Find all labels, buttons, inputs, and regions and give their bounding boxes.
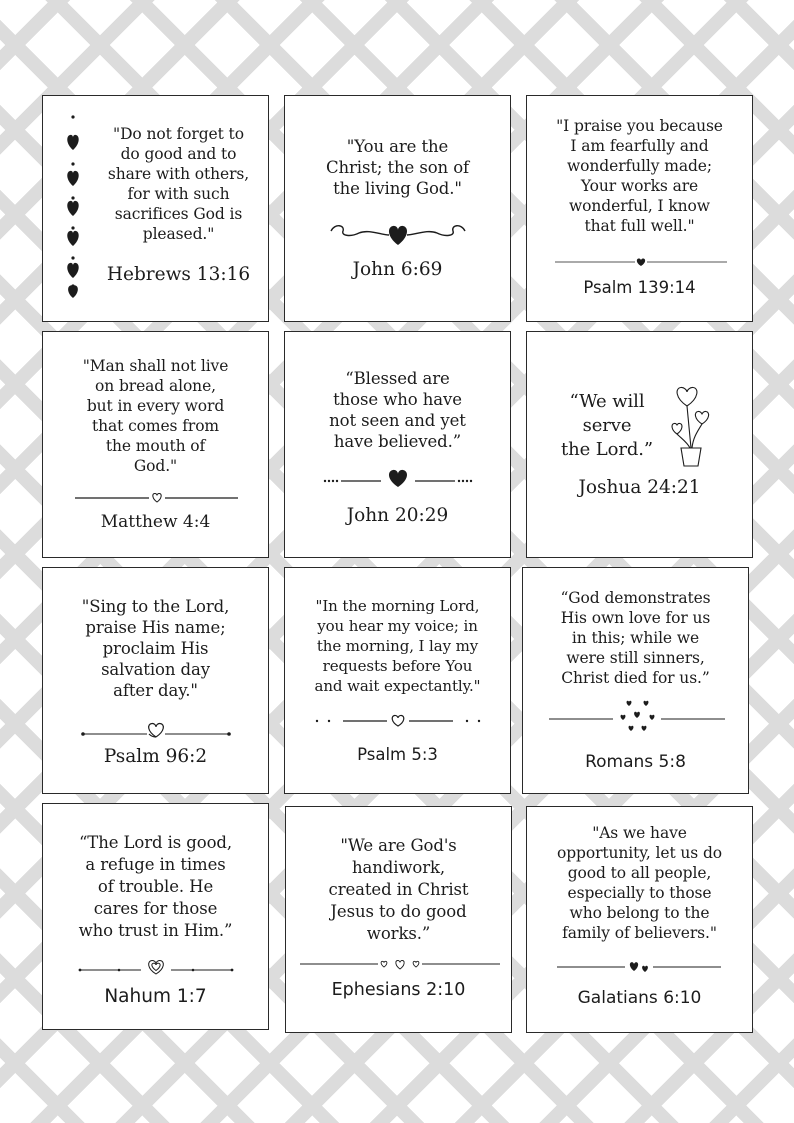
- verse-quote: "We are God's handiwork, created in Christ Jesus to do good works.”: [328, 836, 469, 943]
- verse-reference: John 20:29: [346, 505, 449, 526]
- two-hearts-divider-ornament: [557, 957, 721, 973]
- verse-reference: Psalm 5:3: [357, 745, 438, 764]
- verse-quote: "As we have opportunity, let us do good to all people, especially to those who belong to the family of believers.": [556, 824, 723, 942]
- verse-reference: John 6:69: [352, 259, 443, 280]
- verse-reference: Psalm 139:14: [583, 278, 696, 297]
- verse-quote: "Sing to the Lord, praise His name; proclaim His salvation day after day.": [81, 597, 230, 700]
- verse-quote: “Blessed are those who have not seen and yet have believed.”: [329, 369, 466, 451]
- verse-quote: "You are the Christ; the son of the living God.": [325, 137, 470, 198]
- verse-quote: “God demonstrates His own love for us in this; while we were still sinners, Christ died for us.”: [560, 589, 711, 687]
- verse-reference: Joshua 24:21: [578, 477, 701, 498]
- verse-card-psalm-96: [42, 567, 269, 794]
- verse-quote: "Do not forget to do good and to share with others, for with such sacrifices God is pleased.": [107, 125, 250, 243]
- heart-plant-icon: [667, 386, 717, 468]
- verse-reference: Hebrews 13:16: [106, 264, 251, 285]
- verse-card-nahum: [42, 803, 269, 1030]
- verse-reference: Romans 5:8: [585, 752, 686, 772]
- verse-card-hebrews: [42, 95, 269, 322]
- scattered-hearts-divider-ornament: [549, 698, 725, 732]
- verse-card-ephesians: [285, 806, 512, 1033]
- swirl-heart-divider-ornament: [329, 221, 467, 247]
- line-heart-divider-ornament: [81, 720, 231, 740]
- verse-quote: “We will serve the Lord.”: [560, 391, 654, 460]
- verse-card-psalm-139: [526, 95, 753, 322]
- verse-card-galatians: [526, 806, 753, 1033]
- dotted-outline-heart-divider-ornament: [315, 712, 481, 728]
- verse-card-john-6: [284, 95, 511, 322]
- verse-quote: “The Lord is good, a refuge in times of trouble. He cares for those who trust in Him.”: [78, 833, 233, 940]
- verse-reference: Psalm 96:2: [103, 746, 208, 767]
- verse-quote: "I praise you because I am fearfully and wonderfully made; Your works are wonderful, I know that full well.": [556, 117, 723, 235]
- verse-card-john-20: [284, 331, 511, 558]
- line-outline-heart-divider-ornament: [75, 490, 238, 504]
- verse-card-psalm-5: [284, 567, 511, 794]
- three-hearts-divider-ornament: [300, 957, 500, 971]
- double-heart-divider-ornament: [77, 958, 235, 976]
- verse-card-matthew: [42, 331, 269, 558]
- verse-reference: Galatians 6:10: [577, 988, 702, 1008]
- verse-card-joshua: [526, 331, 753, 558]
- verse-reference: Matthew 4:4: [100, 512, 211, 532]
- verse-reference: Nahum 1:7: [104, 986, 207, 1007]
- vertical-hearts-ornament: [63, 114, 83, 298]
- verse-reference: Ephesians 2:10: [331, 980, 466, 1000]
- verse-quote: "Man shall not live on bread alone, but in every word that comes from the mouth of God.": [82, 357, 229, 475]
- dotted-heart-divider-ornament: [323, 466, 473, 488]
- thin-line-heart-divider-ornament: [555, 256, 727, 268]
- verse-quote: "In the morning Lord, you hear my voice; in the morning, I lay my requests before You and wait expectantly.": [314, 597, 481, 695]
- verse-card-romans: [522, 567, 749, 794]
